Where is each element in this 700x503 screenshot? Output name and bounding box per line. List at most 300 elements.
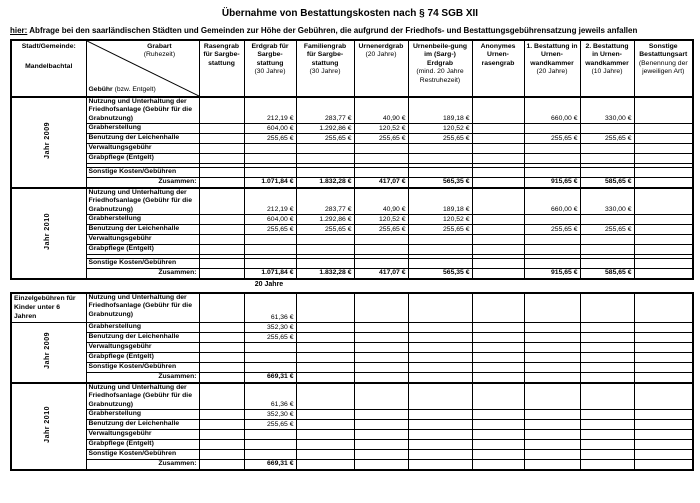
- fee-value-cell: [634, 363, 693, 373]
- fee-value-cell: [408, 353, 472, 363]
- fee-value-cell: 120,52 €: [408, 124, 472, 134]
- fee-value-cell: [244, 343, 296, 353]
- fee-value-cell: [199, 124, 244, 134]
- fee-value-cell: [296, 363, 354, 373]
- fee-row-label: Grabpflege (Entgelt): [86, 353, 199, 363]
- fee-value-cell: [580, 383, 634, 410]
- total-value-cell: [524, 460, 580, 470]
- fee-value-cell: [354, 168, 408, 178]
- fee-value-cell: [580, 124, 634, 134]
- year-label-2010: Jahr 2010: [11, 383, 86, 470]
- column-header-urnenwandkammer-1: 1. Bestattung in Urnen-wandkammer (20 Jahre): [524, 40, 580, 97]
- fee-value-cell: [472, 144, 524, 154]
- fee-row-label: Nutzung und Unterhaltung der Friedhofsanlage (Gebühr für die Grabnutzung): [86, 383, 199, 410]
- table-header-row: [11, 40, 693, 97]
- total-value-cell: 565,35 €: [408, 269, 472, 279]
- fee-value-cell: [524, 154, 580, 164]
- fee-value-cell: [634, 235, 693, 245]
- table-row: [11, 188, 693, 215]
- fee-value-cell: [580, 450, 634, 460]
- fee-value-cell: [408, 420, 472, 430]
- fee-value-cell: 283,77 €: [296, 97, 354, 124]
- fee-value-cell: 61,36 €: [244, 383, 296, 410]
- table-row: [11, 245, 693, 255]
- fee-value-cell: [199, 353, 244, 363]
- fee-value-cell: [472, 430, 524, 440]
- fee-value-cell: [296, 293, 354, 323]
- fee-value-cell: [354, 420, 408, 430]
- fee-value-cell: 352,30 €: [244, 410, 296, 420]
- fee-value-cell: [408, 430, 472, 440]
- fee-value-cell: [199, 343, 244, 353]
- fee-value-cell: [634, 383, 693, 410]
- fee-value-cell: [199, 134, 244, 144]
- table-row: [11, 363, 693, 373]
- fee-value-cell: [296, 235, 354, 245]
- fee-value-cell: [244, 363, 296, 373]
- totals-row: [11, 460, 693, 470]
- totals-row: [11, 269, 693, 279]
- total-value-cell: 585,65 €: [580, 178, 634, 188]
- fee-value-cell: [408, 259, 472, 269]
- table-row: [11, 134, 693, 144]
- fee-row-label: Verwaltungsgebühr: [86, 235, 199, 245]
- fee-value-cell: [408, 440, 472, 450]
- fee-value-cell: [199, 323, 244, 333]
- fee-value-cell: [472, 134, 524, 144]
- fee-row-label: Grabpflege (Entgelt): [86, 440, 199, 450]
- fee-value-cell: [580, 333, 634, 343]
- fee-row-label: Benutzung der Leichenhalle: [86, 134, 199, 144]
- fee-row-label: Benutzung der Leichenhalle: [86, 225, 199, 235]
- fee-row-label: Verwaltungsgebühr: [86, 144, 199, 154]
- fee-value-cell: [634, 323, 693, 333]
- fee-value-cell: [472, 420, 524, 430]
- fee-value-cell: [296, 430, 354, 440]
- fee-value-cell: [472, 188, 524, 215]
- fee-value-cell: [472, 259, 524, 269]
- fee-value-cell: [524, 124, 580, 134]
- fee-value-cell: 255,65 €: [580, 225, 634, 235]
- column-header-urnenerdgrab: Urnenerdgrab (20 Jahre): [354, 40, 408, 97]
- totals-label: Zusammen:: [86, 460, 199, 470]
- table-row: [11, 450, 693, 460]
- fee-value-cell: [354, 144, 408, 154]
- year-label-2010: Jahr 2010: [11, 188, 86, 279]
- fee-value-cell: [472, 410, 524, 420]
- fee-value-cell: [472, 245, 524, 255]
- total-value-cell: [634, 178, 693, 188]
- table-row: [11, 420, 693, 430]
- fee-value-cell: [354, 410, 408, 420]
- column-header-familiengrab: Familiengrab für Sargbe-stattung (30 Jahre): [296, 40, 354, 97]
- total-value-cell: [634, 373, 693, 383]
- fee-value-cell: [524, 363, 580, 373]
- total-value-cell: 1.832,28 €: [296, 269, 354, 279]
- fee-value-cell: [199, 168, 244, 178]
- table-row: [11, 323, 693, 333]
- fee-value-cell: [580, 245, 634, 255]
- table-row: [11, 97, 693, 124]
- fee-value-cell: [472, 383, 524, 410]
- fee-value-cell: [634, 259, 693, 269]
- fee-row-label: Sonstige Kosten/Gebühren: [86, 363, 199, 373]
- total-value-cell: [634, 269, 693, 279]
- fee-value-cell: [524, 144, 580, 154]
- fee-value-cell: [199, 333, 244, 343]
- subtitle-prefix: hier:: [10, 26, 28, 35]
- total-value-cell: 1.832,28 €: [296, 178, 354, 188]
- column-header-sonstige-bestattungsart: Sonstige Bestattungsart (Benennung der jeweiligen Art): [634, 40, 693, 97]
- fee-value-cell: [580, 430, 634, 440]
- fee-row-label: Grabherstellung: [86, 323, 199, 333]
- fee-value-cell: [634, 440, 693, 450]
- fee-value-cell: [580, 215, 634, 225]
- total-value-cell: 417,07 €: [354, 269, 408, 279]
- fee-value-cell: [472, 323, 524, 333]
- fee-value-cell: [524, 410, 580, 420]
- fee-value-cell: [244, 144, 296, 154]
- fee-value-cell: 189,18 €: [408, 188, 472, 215]
- fee-row-label: Grabpflege (Entgelt): [86, 245, 199, 255]
- table-row: [11, 430, 693, 440]
- fee-value-cell: [244, 259, 296, 269]
- fee-value-cell: [634, 450, 693, 460]
- fee-value-cell: [580, 154, 634, 164]
- table-row: [11, 225, 693, 235]
- total-value-cell: [199, 373, 244, 383]
- fee-value-cell: 604,00 €: [244, 215, 296, 225]
- fee-value-cell: [199, 293, 244, 323]
- fee-value-cell: [408, 333, 472, 343]
- fee-value-cell: [199, 225, 244, 235]
- fee-value-cell: 40,90 €: [354, 97, 408, 124]
- fee-value-cell: [472, 168, 524, 178]
- total-value-cell: [472, 373, 524, 383]
- fee-value-cell: [199, 363, 244, 373]
- fee-value-cell: [354, 343, 408, 353]
- table-row: [11, 383, 693, 410]
- fee-value-cell: [472, 124, 524, 134]
- fee-value-cell: [524, 450, 580, 460]
- total-value-cell: [472, 178, 524, 188]
- fee-value-cell: [524, 440, 580, 450]
- fee-row-label: Grabpflege (Entgelt): [86, 154, 199, 164]
- fee-value-cell: 255,65 €: [408, 134, 472, 144]
- fee-value-cell: [472, 333, 524, 343]
- fee-value-cell: 255,65 €: [244, 134, 296, 144]
- fee-value-cell: [580, 363, 634, 373]
- column-header-urnenbeilegung: Urnenbeile-gung im (Sarg-) Erdgrab (mind. 20 Jahre Restruhezeit): [408, 40, 472, 97]
- fee-value-cell: [199, 97, 244, 124]
- fee-value-cell: [199, 259, 244, 269]
- fee-value-cell: 330,00 €: [580, 97, 634, 124]
- fee-value-cell: [244, 353, 296, 363]
- fee-value-cell: [408, 383, 472, 410]
- fee-row-label: Nutzung und Unterhaltung der Friedhofsanlage (Gebühr für die Grabnutzung): [86, 293, 199, 323]
- total-value-cell: 915,65 €: [524, 178, 580, 188]
- fee-value-cell: 330,00 €: [580, 188, 634, 215]
- fee-row-label: Nutzung und Unterhaltung der Friedhofsanlage (Gebühr für die Grabnutzung): [86, 97, 199, 124]
- fee-row-label: Verwaltungsgebühr: [86, 430, 199, 440]
- fee-value-cell: [199, 154, 244, 164]
- fee-value-cell: 189,18 €: [408, 97, 472, 124]
- fee-value-cell: [472, 343, 524, 353]
- fee-value-cell: [354, 383, 408, 410]
- fee-row-label: Nutzung und Unterhaltung der Friedhofsanlage (Gebühr für die Grabnutzung): [86, 188, 199, 215]
- total-value-cell: 1.071,84 €: [244, 269, 296, 279]
- table-row: [11, 154, 693, 164]
- fee-value-cell: 352,30 €: [244, 323, 296, 333]
- total-value-cell: [524, 373, 580, 383]
- fee-value-cell: [296, 144, 354, 154]
- fee-value-cell: [244, 154, 296, 164]
- fee-value-cell: [296, 333, 354, 343]
- totals-label: Zusammen:: [86, 178, 199, 188]
- fee-value-cell: [634, 410, 693, 420]
- fee-value-cell: [634, 188, 693, 215]
- grabart-gebuehr-diagonal-header: Grabart (Ruhezeit) Gebühr (bzw. Entgelt): [86, 40, 199, 97]
- fee-value-cell: [524, 430, 580, 440]
- total-value-cell: [199, 269, 244, 279]
- total-value-cell: [472, 460, 524, 470]
- fee-value-cell: 120,52 €: [408, 215, 472, 225]
- fee-value-cell: [472, 363, 524, 373]
- table-row: [11, 144, 693, 154]
- fee-value-cell: [244, 168, 296, 178]
- kinder-header-cell: Einzelgebühren für Kinder unter 6 Jahren: [11, 293, 86, 323]
- fee-value-cell: [296, 450, 354, 460]
- fee-value-cell: [524, 353, 580, 363]
- fee-value-cell: [408, 293, 472, 323]
- fee-value-cell: [634, 343, 693, 353]
- fee-value-cell: [199, 440, 244, 450]
- fee-value-cell: [354, 440, 408, 450]
- fee-value-cell: [244, 450, 296, 460]
- fee-row-label: Sonstige Kosten/Gebühren: [86, 168, 199, 178]
- fee-value-cell: [472, 293, 524, 323]
- fee-value-cell: [244, 440, 296, 450]
- fee-row-label: Benutzung der Leichenhalle: [86, 420, 199, 430]
- fee-value-cell: 255,65 €: [354, 134, 408, 144]
- total-value-cell: [199, 178, 244, 188]
- fee-value-cell: [354, 293, 408, 323]
- fee-value-cell: [524, 235, 580, 245]
- fee-value-cell: [580, 168, 634, 178]
- total-value-cell: [580, 460, 634, 470]
- fee-value-cell: [244, 235, 296, 245]
- fee-value-cell: [199, 144, 244, 154]
- fee-row-label: Grabherstellung: [86, 215, 199, 225]
- fee-value-cell: [199, 410, 244, 420]
- fee-value-cell: [472, 440, 524, 450]
- table-row: [11, 440, 693, 450]
- fee-value-cell: 255,65 €: [244, 333, 296, 343]
- total-value-cell: 417,07 €: [354, 178, 408, 188]
- fee-value-cell: 61,36 €: [244, 293, 296, 323]
- fee-value-cell: 255,65 €: [244, 225, 296, 235]
- total-value-cell: 585,65 €: [580, 269, 634, 279]
- fee-value-cell: 255,65 €: [296, 225, 354, 235]
- fee-value-cell: [408, 235, 472, 245]
- total-value-cell: 1.071,84 €: [244, 178, 296, 188]
- fee-value-cell: [634, 420, 693, 430]
- fee-row-label: Sonstige Kosten/Gebühren: [86, 450, 199, 460]
- fee-value-cell: [634, 154, 693, 164]
- table-row: [11, 353, 693, 363]
- fee-value-cell: [634, 245, 693, 255]
- fee-value-cell: 660,00 €: [524, 97, 580, 124]
- fee-value-cell: [634, 353, 693, 363]
- fee-value-cell: [472, 353, 524, 363]
- fee-value-cell: [408, 410, 472, 420]
- fee-value-cell: [524, 343, 580, 353]
- table-row: [11, 293, 693, 323]
- fee-value-cell: [524, 168, 580, 178]
- fee-value-cell: [524, 333, 580, 343]
- fee-value-cell: [580, 343, 634, 353]
- fee-row-label: Verwaltungsgebühr: [86, 343, 199, 353]
- fee-value-cell: [634, 430, 693, 440]
- fee-value-cell: [472, 215, 524, 225]
- fee-value-cell: [634, 134, 693, 144]
- year-label-2009: Jahr 2009: [11, 323, 86, 383]
- fee-value-cell: 604,00 €: [244, 124, 296, 134]
- fee-value-cell: [524, 259, 580, 269]
- fees-table-children: [10, 292, 694, 471]
- fee-value-cell: [354, 245, 408, 255]
- fee-value-cell: [524, 383, 580, 410]
- fee-value-cell: [408, 450, 472, 460]
- fee-value-cell: [580, 440, 634, 450]
- fee-value-cell: [296, 259, 354, 269]
- total-value-cell: [354, 373, 408, 383]
- fee-value-cell: 255,65 €: [524, 134, 580, 144]
- fee-value-cell: 255,65 €: [354, 225, 408, 235]
- fee-value-cell: [354, 450, 408, 460]
- fee-value-cell: [524, 420, 580, 430]
- fee-value-cell: 255,65 €: [524, 225, 580, 235]
- fee-value-cell: [244, 245, 296, 255]
- fee-value-cell: [472, 225, 524, 235]
- document-subtitle: [10, 26, 700, 35]
- fee-value-cell: [296, 343, 354, 353]
- fee-value-cell: [354, 323, 408, 333]
- fee-value-cell: [296, 323, 354, 333]
- fee-value-cell: [354, 353, 408, 363]
- municipality-name: Mandelbachtal: [25, 63, 73, 71]
- fee-value-cell: [199, 383, 244, 410]
- total-value-cell: 669,31 €: [244, 373, 296, 383]
- fee-value-cell: [199, 188, 244, 215]
- fee-value-cell: [472, 450, 524, 460]
- fee-value-cell: [296, 245, 354, 255]
- fee-value-cell: [580, 293, 634, 323]
- fee-value-cell: 120,52 €: [354, 124, 408, 134]
- fee-value-cell: [354, 333, 408, 343]
- column-header-rasengrab: Rasengrab für Sargbe-stattung: [199, 40, 244, 97]
- fee-value-cell: [296, 410, 354, 420]
- table-row: [11, 333, 693, 343]
- totals-label: Zusammen:: [86, 373, 199, 383]
- fee-value-cell: [524, 293, 580, 323]
- fee-value-cell: [354, 430, 408, 440]
- fee-value-cell: 212,19 €: [244, 97, 296, 124]
- stadt-gemeinde-header: Stadt/Gemeinde: Mandelbachtal: [11, 40, 86, 97]
- fee-value-cell: [524, 215, 580, 225]
- totals-label: Zusammen:: [86, 269, 199, 279]
- total-value-cell: [296, 373, 354, 383]
- total-value-cell: [580, 373, 634, 383]
- fee-value-cell: [634, 168, 693, 178]
- fee-value-cell: [634, 124, 693, 134]
- fee-value-cell: [296, 420, 354, 430]
- fee-value-cell: [634, 333, 693, 343]
- fee-value-cell: [199, 420, 244, 430]
- fee-value-cell: 1.292,86 €: [296, 124, 354, 134]
- subtitle-text: Abfrage bei den saarländischen Städten und Gemeinden zur Höhe der Gebühren, die aufgrund der Friedhofs- und Bestattungsgebührensatzung jeweils anfallen: [29, 26, 638, 35]
- fee-value-cell: [580, 259, 634, 269]
- fee-value-cell: 212,19 €: [244, 188, 296, 215]
- total-value-cell: 565,35 €: [408, 178, 472, 188]
- fee-value-cell: [580, 353, 634, 363]
- fee-value-cell: [296, 168, 354, 178]
- fee-value-cell: [408, 144, 472, 154]
- column-header-erdgrab: Erdgrab für Sargbe-stattung (30 Jahre): [244, 40, 296, 97]
- fee-value-cell: [634, 293, 693, 323]
- fee-row-label: Benutzung der Leichenhalle: [86, 333, 199, 343]
- fee-row-label: Grabherstellung: [86, 410, 199, 420]
- fee-value-cell: [296, 440, 354, 450]
- fee-value-cell: [472, 97, 524, 124]
- table-row: [11, 235, 693, 245]
- fee-value-cell: [244, 430, 296, 440]
- totals-row: [11, 178, 693, 188]
- fee-value-cell: [408, 154, 472, 164]
- fee-value-cell: [296, 353, 354, 363]
- column-header-urnenwandkammer-2: 2. Bestattung in Urnen-wandkammer (10 Jahre): [580, 40, 634, 97]
- fees-table-standard: [10, 39, 694, 280]
- fee-value-cell: [408, 168, 472, 178]
- total-value-cell: [296, 460, 354, 470]
- fee-value-cell: [354, 363, 408, 373]
- fee-value-cell: 1.292,86 €: [296, 215, 354, 225]
- fee-value-cell: [634, 144, 693, 154]
- table-row: [11, 343, 693, 353]
- table-row: [11, 124, 693, 134]
- table-row: [11, 215, 693, 225]
- table-row: [11, 168, 693, 178]
- fee-value-cell: 660,00 €: [524, 188, 580, 215]
- total-value-cell: [408, 460, 472, 470]
- fee-value-cell: [199, 235, 244, 245]
- fee-value-cell: [199, 215, 244, 225]
- fee-value-cell: 255,65 €: [580, 134, 634, 144]
- fee-value-cell: [634, 97, 693, 124]
- fee-value-cell: [408, 343, 472, 353]
- fee-value-cell: [634, 215, 693, 225]
- fee-row-label: Grabherstellung: [86, 124, 199, 134]
- total-value-cell: 669,31 €: [244, 460, 296, 470]
- fee-value-cell: [524, 245, 580, 255]
- fee-value-cell: [296, 383, 354, 410]
- fee-value-cell: [634, 225, 693, 235]
- total-value-cell: [408, 373, 472, 383]
- fee-value-cell: [580, 235, 634, 245]
- fee-value-cell: 255,65 €: [244, 420, 296, 430]
- fee-value-cell: [354, 235, 408, 245]
- fee-value-cell: [199, 450, 244, 460]
